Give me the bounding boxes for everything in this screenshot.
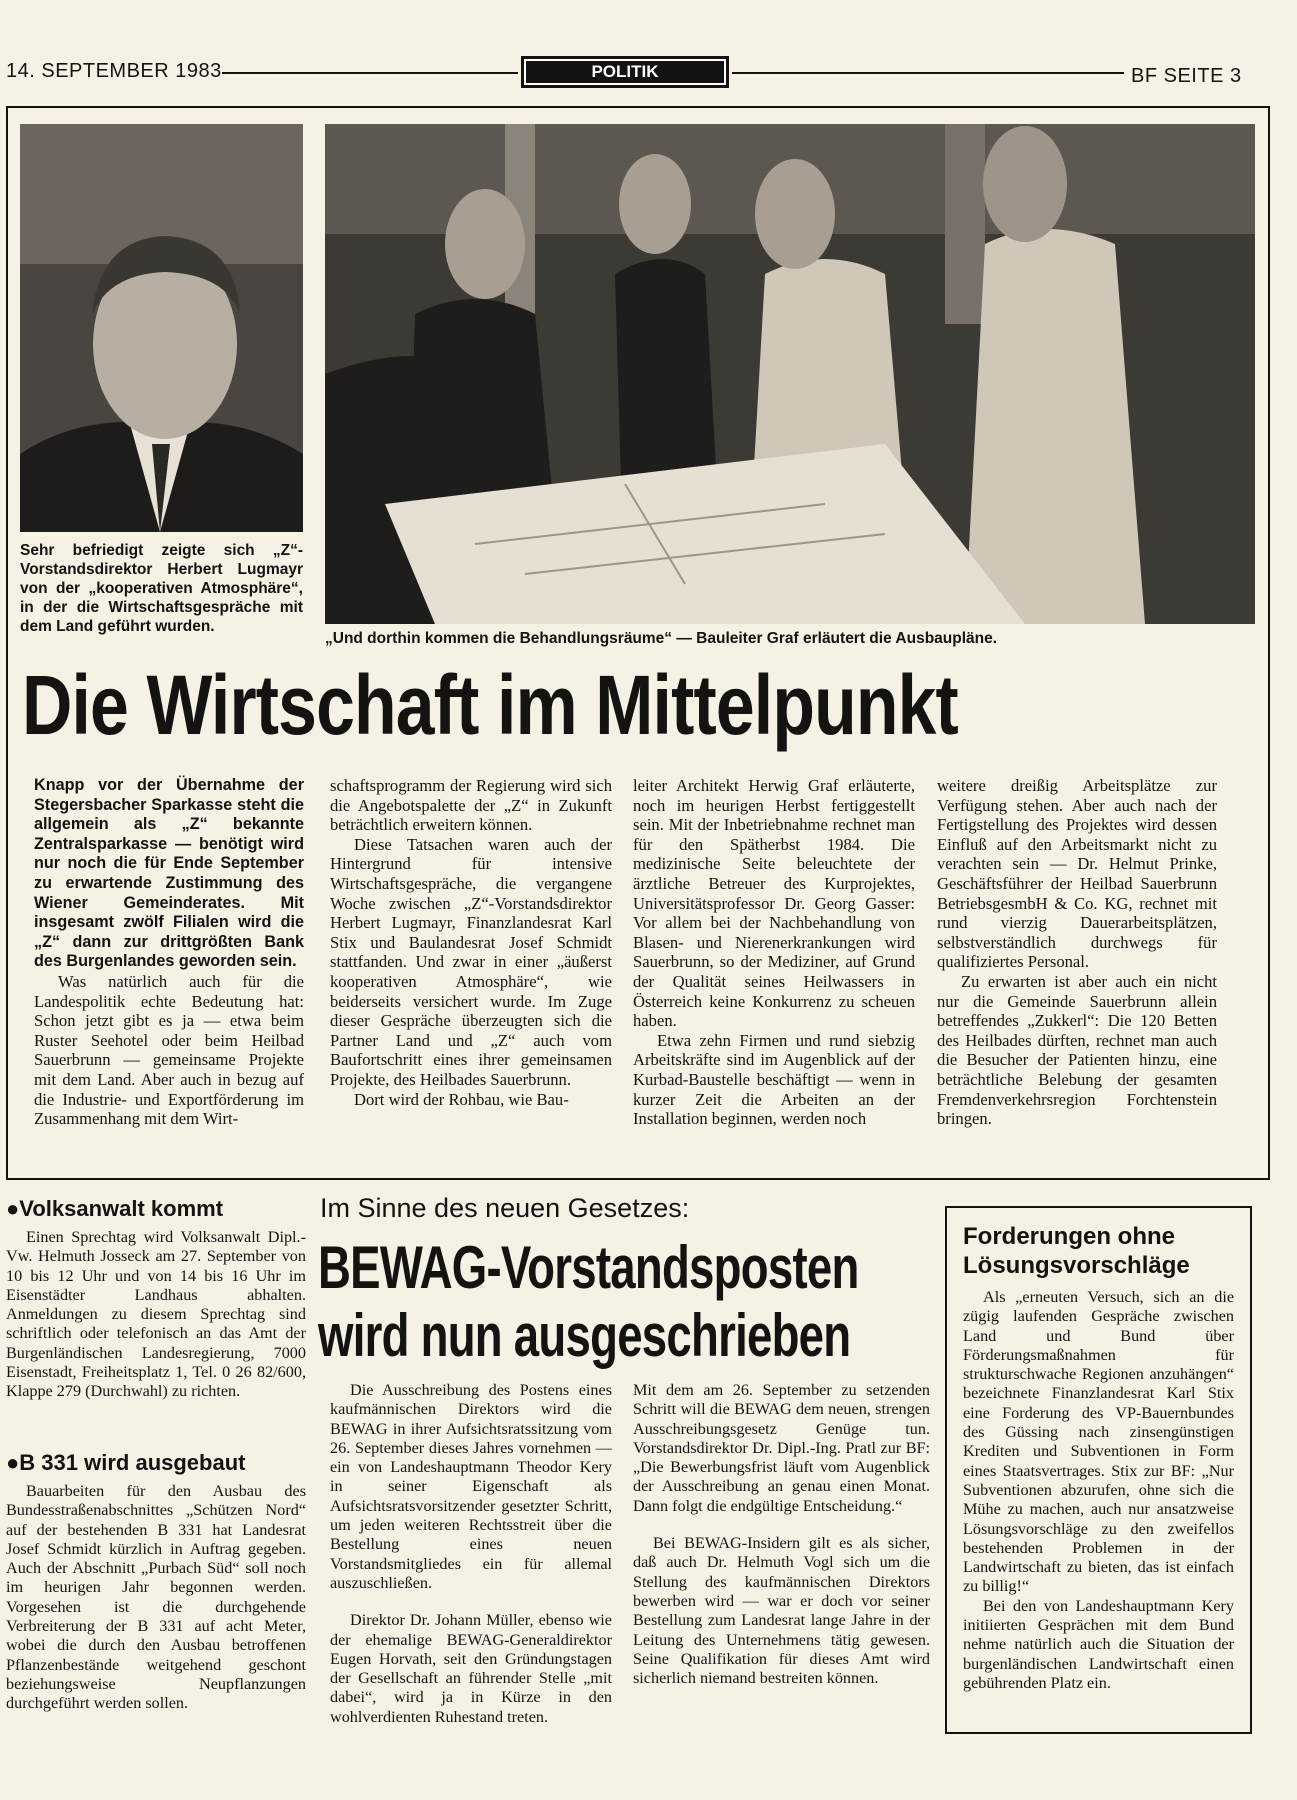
article-paragraph: Was natürlich auch für die Landespolitik echte Bedeutung hat: Schon jetzt gibt es ja — etwa beim Ruster Seehotel oder beim Heilbad Sauerbrunn — gemeinsame Projekte mit dem Land. Aber auch in bezug auf die Industrie- und Exportförderung im Zusammenhang mit dem Wirt- (34, 971, 304, 1129)
brief-b331 (6, 1450, 306, 1714)
main-article-col-3 (633, 776, 915, 1129)
bewag-kicker: Im Sinne des neuen Gesetzes: (320, 1193, 690, 1223)
bullet-icon: ● (6, 1450, 20, 1475)
article-paragraph: Bei den von Landeshauptmann Kery initiierten Gesprächen mit dem Bund nehme natürlich auch die Situation der burgenländischen Landwirtschaft einen gebührenden Platz ein. (963, 1596, 1234, 1692)
article-paragraph: Dort wird der Rohbau, wie Bau- (354, 1089, 569, 1109)
portrait-caption: Sehr befriedigt zeigte sich „Z“-Vorstandsdirektor Herbert Lugmayr von der „kooperativen Atmosphäre“, in der die Wirtschaftsgespräche mit dem Land geführt wurden. (20, 542, 303, 635)
brief-title-text: B 331 wird ausgebaut (19, 1450, 246, 1475)
article-paragraph: Diese Tatsachen waren auch der Hintergrund für intensive Wirtschaftsgespräche, die vergangene Woche zwischen „Z“-Vorstandsdirektor Herbert Lugmayr, Finanzlandesrat Karl Stix und Baulandesrat Josef Schmidt stattfanden. Und zwar in einer „äußerst kooperativen Atmosphäre“, wie beiderseits versichert wurde. Im Zuge dieser Gespräche überzeugten sich die Partner Land und „Z“ auch vom Baufortschritt eines ihrer gemeinsamen Projekte, des Heilbades Sauerbrunn. (330, 834, 612, 1089)
article-paragraph: Direktor Dr. Johann Müller, ebenso wie der ehemalige BEWAG-Generaldirektor Eugen Horvath, seit den Gründungstagen der Gesellschaft an führender Stelle „mit dabei“, wird ja in Kürze in den wohlverdienten Ruhestand treten. (330, 1611, 612, 1726)
construction-meeting-photo (325, 124, 1255, 624)
construction-meeting-photo-image (325, 124, 1255, 624)
forderungen-box (945, 1206, 1252, 1734)
article-paragraph: Die Ausschreibung des Postens eines kaufmännischen Direktors wird die BEWAG in ihrer Aufsichtsratssitzung vom 26. September dieses Jahres vornehmen — ein von Landeshauptmann Theodor Kery in seiner Eigenschaft als Aufsichtsratsvorsitzender gesetzter Schritt, um jeden weiteren Rechtsstreit über die Bestellung eines neuen Vorstandsmitgliedes ein für allemal auszuschließen. (330, 1381, 612, 1592)
bewag-headline-line-1: BEWAG-Vorstandsposten (318, 1234, 859, 1301)
box-title (963, 1222, 1190, 1280)
portrait-photo (20, 124, 303, 532)
brief-title (6, 1450, 306, 1476)
brief-title (6, 1196, 306, 1222)
section-tag (521, 56, 729, 88)
brief-volksanwalt (6, 1196, 306, 1402)
issue-date: 14. SEPTEMBER 1983 (6, 60, 222, 82)
main-article-col-2 (330, 776, 612, 1109)
bewag-col-1 (330, 1381, 612, 1727)
box-title-line-2: Lösungsvorschläge (963, 1252, 1190, 1279)
section-label: POLITIK (526, 61, 724, 83)
article-lead: Knapp vor der Übernahme der Stegersbacher Sparkasse steht die allgemein als „Z“ bekannte Zentralsparkasse — benötigt wird nur noch die für Ende September zu erwartende Zustimmung des Wiener Gemeinderates. Mit insgesamt zwölf Filialen wird die „Z“ dann zur drittgrößten Bank des Burgenlandes geworden sein. (34, 776, 304, 971)
article-paragraph: Zu erwarten ist aber auch ein nicht nur die Gemeinde Sauerbrunn allein betreffendes „Zukkerl“: Die 120 Betten des Heilbades dürften, rechnet man auch die Besucher der Patienten hinzu, eine beträchtliche Belebung der gesamten Fremdenverkehrsregion Forchtenstein bringen. (937, 971, 1217, 1129)
article-paragraph: Als „erneuten Versuch, sich an die zügig laufenden Gespräche zwischen Land und Bund über Förderungsmaßnahmen für strukturschwache Regionen anzuhängen“ bezeichnete Finanzlandesrat Karl Stix eine Forderung des VP-Bauernbundes des Güssing nach zinsengünstigen Krediten und Subventionen in Form eines Staatsvertrages. Stix zur BF: „Nur Subventionen abzurufen, ohne sich die Mühe zu machen, auch nur ansatzweise Lösungsvorschläge zu den zweifellos bestehenden Problemen in der Landwirtschaft zu bieten, das ist einfach zu billig!“ (963, 1288, 1234, 1596)
brief-text: Bauarbeiten für den Ausbau des Bundesstraßenabschnittes „Schützen Nord“ auf der bestehenden B 331 hat Landesrat Josef Schmidt kürzlich in Auftrag gegeben. Auch der Abschnitt „Purbach Süd“ soll noch im heurigen Jahr begonnen werden. Vorgesehen ist die durchgehende Verbreiterung der B 331 auf acht Meter, wobei die durch den Ausbau betroffenen Pflanzenbestände weitgehend geschont beziehungsweise Neupflanzungen durchgeführt werden sollen. (6, 1482, 306, 1713)
box-body (963, 1288, 1234, 1693)
brief-title-text: Volksanwalt kommt (19, 1196, 224, 1221)
page-number: BF SEITE 3 (1131, 65, 1242, 87)
main-headline: Die Wirtschaft im Mittelpunkt (22, 658, 958, 752)
article-paragraph: weitere dreißig Arbeitsplätze zur Verfügung stehen. Aber auch nach der Fertigstellung des Projektes wird dessen Einfluß auf den Arbeitsmarkt nicht zu verachten sein — Dr. Helmut Prinke, Geschäftsführer der Heilbad Sauerbrunn BetriebsgesmbH & Co. KG, rechnet mit rund vierzig Dauerarbeitsplätzen, selbstverständlich durchwegs für qualifiziertes Personal. (937, 776, 1217, 972)
main-article-col-1 (34, 776, 304, 1129)
article-paragraph: Bei BEWAG-Insidern gilt es als sicher, daß auch Dr. Helmuth Vogl sich um die Stellung des kaufmännischen Direktors bewerben wird — war er doch vor seiner Bestellung zum Landesrat lange Jahre in der Leitung des Unternehmens tätig gewesen. Seine Qualifikation für dieses Amt wird sicherlich niemand bestreiten können. (633, 1534, 930, 1688)
brief-text: Einen Sprechtag wird Volksanwalt Dipl.-Vw. Helmuth Josseck am 27. September von 10 bis 12 Uhr und von 14 bis 16 Uhr im Eisenstädter Landhaus abhalten. Anmeldungen zu diesem Sprechtag sind schriftlich oder telefonisch an das Amt der Burgenländischen Landesregierung, 7000 Eisenstadt, Freiheitsplatz 1, Tel. 0 26 82/600, Klappe 279 (Durchwahl) zu richten. (6, 1228, 306, 1401)
main-article-col-4 (937, 776, 1217, 1129)
header-rule-left (222, 72, 518, 74)
bewag-col-2 (633, 1381, 930, 1688)
bewag-headline-line-2: wird nun ausgeschrieben (318, 1302, 851, 1369)
article-paragraph: leiter Architekt Herwig Graf erläuterte, noch im heurigen Herbst fertiggestellt sein. Mit der Inbetriebnahme rechnet man für den Spätherbst 1984. Die medizinische Seite beleuchtete der ärztliche Betreuer des Kurprojektes, Universitätsprofessor Dr. Georg Gasser: Vor allem bei der Nachbehandlung von Blasen- und Nierenerkrankungen wird Sauerbrunn, so der Mediziner, auf Grund der Qualität seines Heilwassers in Österreich keine Konkurrenz zu scheuen haben. (633, 776, 915, 1031)
group-photo-caption: „Und dorthin kommen die Behandlungsräume“ — Bauleiter Graf erläutert die Ausbaupläne. (325, 630, 998, 647)
bullet-icon: ● (6, 1196, 20, 1221)
box-title-line-1: Forderungen ohne (963, 1223, 1175, 1250)
header-rule-right (732, 72, 1124, 74)
article-paragraph: Etwa zehn Firmen und rund siebzig Arbeitskräfte sind im Augenblick auf der Kurbad-Baustelle beschäftigt — wenn in kurzer Zeit die Arbeiten an der Installation beginnen, werden noch (633, 1030, 915, 1129)
portrait-photo-image (20, 124, 303, 532)
article-paragraph: schaftsprogramm der Regierung wird sich die Angebotspalette der „Z“ in Zukunft beträchtlich erweitern können. (330, 776, 612, 835)
article-paragraph: Mit dem am 26. September zu setzenden Schritt will die BEWAG dem neuen, strengen Ausschreibungsgesetz Genüge tun. Vorstandsdirektor Dr. Dipl.-Ing. Pratl zur BF: „Die Bewerbungsfrist läuft vom Augenblick der Ausschreibung an genau einen Monat. Dann folgt die endgültige Entscheidung.“ (633, 1381, 930, 1515)
